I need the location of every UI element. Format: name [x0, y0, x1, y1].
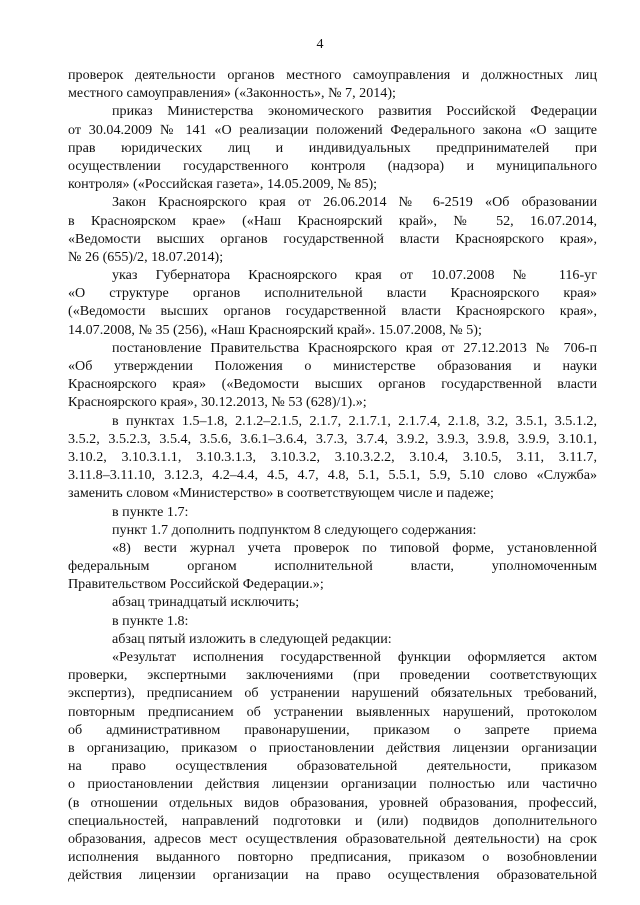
paragraph — [68, 412, 597, 503]
text-line: «Об утверждении Положения о министерстве образования и науки — [68, 358, 597, 374]
text-line: в пунктах 1.5–1.8, 2.1.2–2.1.5, 2.1.7, 2.1.7.1, 2.1.7.4, 2.1.8, 3.2, 3.5.1, 3.5.1.2, — [112, 412, 597, 429]
text-line: образования, адресов мест осуществления образовательной деятельности) на срок — [68, 830, 597, 847]
paragraph — [68, 648, 597, 884]
text-line: от 30.04.2009 № 141 «О реализации положений Федерального закона «О защите — [68, 121, 597, 138]
text-line: 14.07.2008, № 35 (256), «Наш Красноярский край». 15.07.2008, № 5); — [68, 321, 482, 338]
text-line: № 26 (655)/2, 18.07.2014); — [68, 248, 224, 265]
text-line: заменить словом «Министерство» в соответствующем числе и падеже; — [68, 485, 494, 502]
text-line: проверки, экспертными заключениями (при проведении соответствующих — [68, 667, 597, 684]
text-line: прав юридических лиц и индивидуальных предпринимателей при — [68, 139, 597, 156]
text-line: постановление Правительства Красноярского края от 27.12.2013 № 706-п — [112, 339, 597, 356]
text-line: об административном правонарушении, приказом о запрете приема — [68, 721, 597, 738]
paragraph — [68, 612, 597, 630]
text-line: экспертиз), предписанием об устранении нарушений обязательных требований, — [68, 685, 597, 702]
paragraph — [68, 593, 597, 611]
text-line: 3.5.2, 3.5.2.3, 3.5.4, 3.5.6, 3.6.1–3.6.4, 3.7.3, 3.7.4, 3.9.2, 3.9.3, 3.9.8, 3.9.9, 3.10.1, — [68, 430, 597, 447]
text-line: федеральным органом исполнительной власти, уполномоченным — [68, 558, 597, 575]
text-line: («Ведомости высших органов государственной власти Красноярского края», — [68, 303, 597, 320]
text-line: на право осуществления образовательной деятельности, приказом — [68, 758, 597, 775]
text-line: Правительством Российской Федерации.»; — [68, 576, 324, 593]
text-line: (в отношении отдельных видов образования, уровней образования, профессий, — [68, 794, 597, 811]
paragraph — [68, 503, 597, 521]
text-line: пункт 1.7 дополнить подпунктом 8 следующего содержания: — [112, 521, 477, 538]
text-line: в пункте 1.7: — [112, 503, 189, 520]
text-line: местного самоуправления» («Законность», № 7, 2014); — [68, 85, 396, 102]
paragraph — [68, 66, 597, 102]
document-body — [68, 66, 597, 884]
text-line: исполнения выданного повторно предписания, приказом о возобновлении — [68, 849, 597, 866]
text-line: абзац тринадцатый исключить; — [112, 594, 300, 611]
text-line: повторным предписанием об устранении выявленных нарушений, протоколом — [68, 703, 597, 720]
paragraph — [68, 339, 597, 412]
page-number: 4 — [316, 37, 324, 52]
text-line: 3.10.2, 3.10.3.1.1, 3.10.3.1.3, 3.10.3.2, 3.10.3.2.2, 3.10.4, 3.10.5, 3.11, 3.11.7, — [68, 448, 597, 465]
text-line: Красноярского края», 30.12.2013, № 53 (628)/1).»; — [68, 394, 367, 411]
paragraph — [68, 630, 597, 648]
text-line: действия лицензии организации на право осуществления образовательной — [68, 867, 597, 884]
paragraph — [68, 266, 597, 339]
text-line: проверок деятельности органов местного самоуправления и должностных лиц — [68, 67, 597, 83]
paragraph — [68, 193, 597, 266]
text-line: 3.11.8–3.11.10, 3.12.3, 4.2–4.4, 4.5, 4.7, 4.8, 5.1, 5.5.1, 5.9, 5.10 слово «Служба» — [68, 467, 597, 484]
text-line: Закон Красноярского края от 26.06.2014 № 6-2519 «Об образовании — [112, 194, 597, 211]
text-line: в Красноярском крае» («Наш Красноярский край», № 52, 16.07.2014, — [68, 212, 597, 229]
text-line: «8) вести журнал учета проверок по типовой форме, установленной — [112, 539, 597, 556]
text-line: приказ Министерства экономического развития Российской Федерации — [112, 103, 597, 120]
text-line: «Результат исполнения государственной функции оформляется актом — [112, 649, 597, 665]
text-line: абзац пятый изложить в следующей редакции: — [112, 630, 392, 647]
paragraph — [68, 102, 597, 193]
text-line: в организацию, приказом о приостановлении действия лицензии организации — [68, 739, 597, 756]
text-line: о приостановлении действия лицензии организации полностью или частично — [68, 776, 597, 793]
text-line: указ Губернатора Красноярского края от 10.07.2008 № 116-уг — [112, 267, 597, 284]
paragraph — [68, 539, 597, 594]
text-line: в пункте 1.8: — [112, 612, 189, 629]
text-line: контроля» («Российская газета», 14.05.2009, № 85); — [68, 176, 378, 193]
paragraph — [68, 521, 597, 539]
text-line: «Ведомости высших органов государственной власти Красноярского края», — [68, 230, 597, 247]
text-line: Красноярского края» («Ведомости высших органов государственной власти — [68, 376, 597, 393]
text-line: «О структуре органов исполнительной власти Красноярского края» — [68, 285, 597, 302]
text-line: осуществлении государственного контроля (надзора) и муниципального — [68, 157, 597, 174]
text-line: специальностей, направлений подготовки и (или) подвидов дополнительного — [68, 812, 597, 829]
